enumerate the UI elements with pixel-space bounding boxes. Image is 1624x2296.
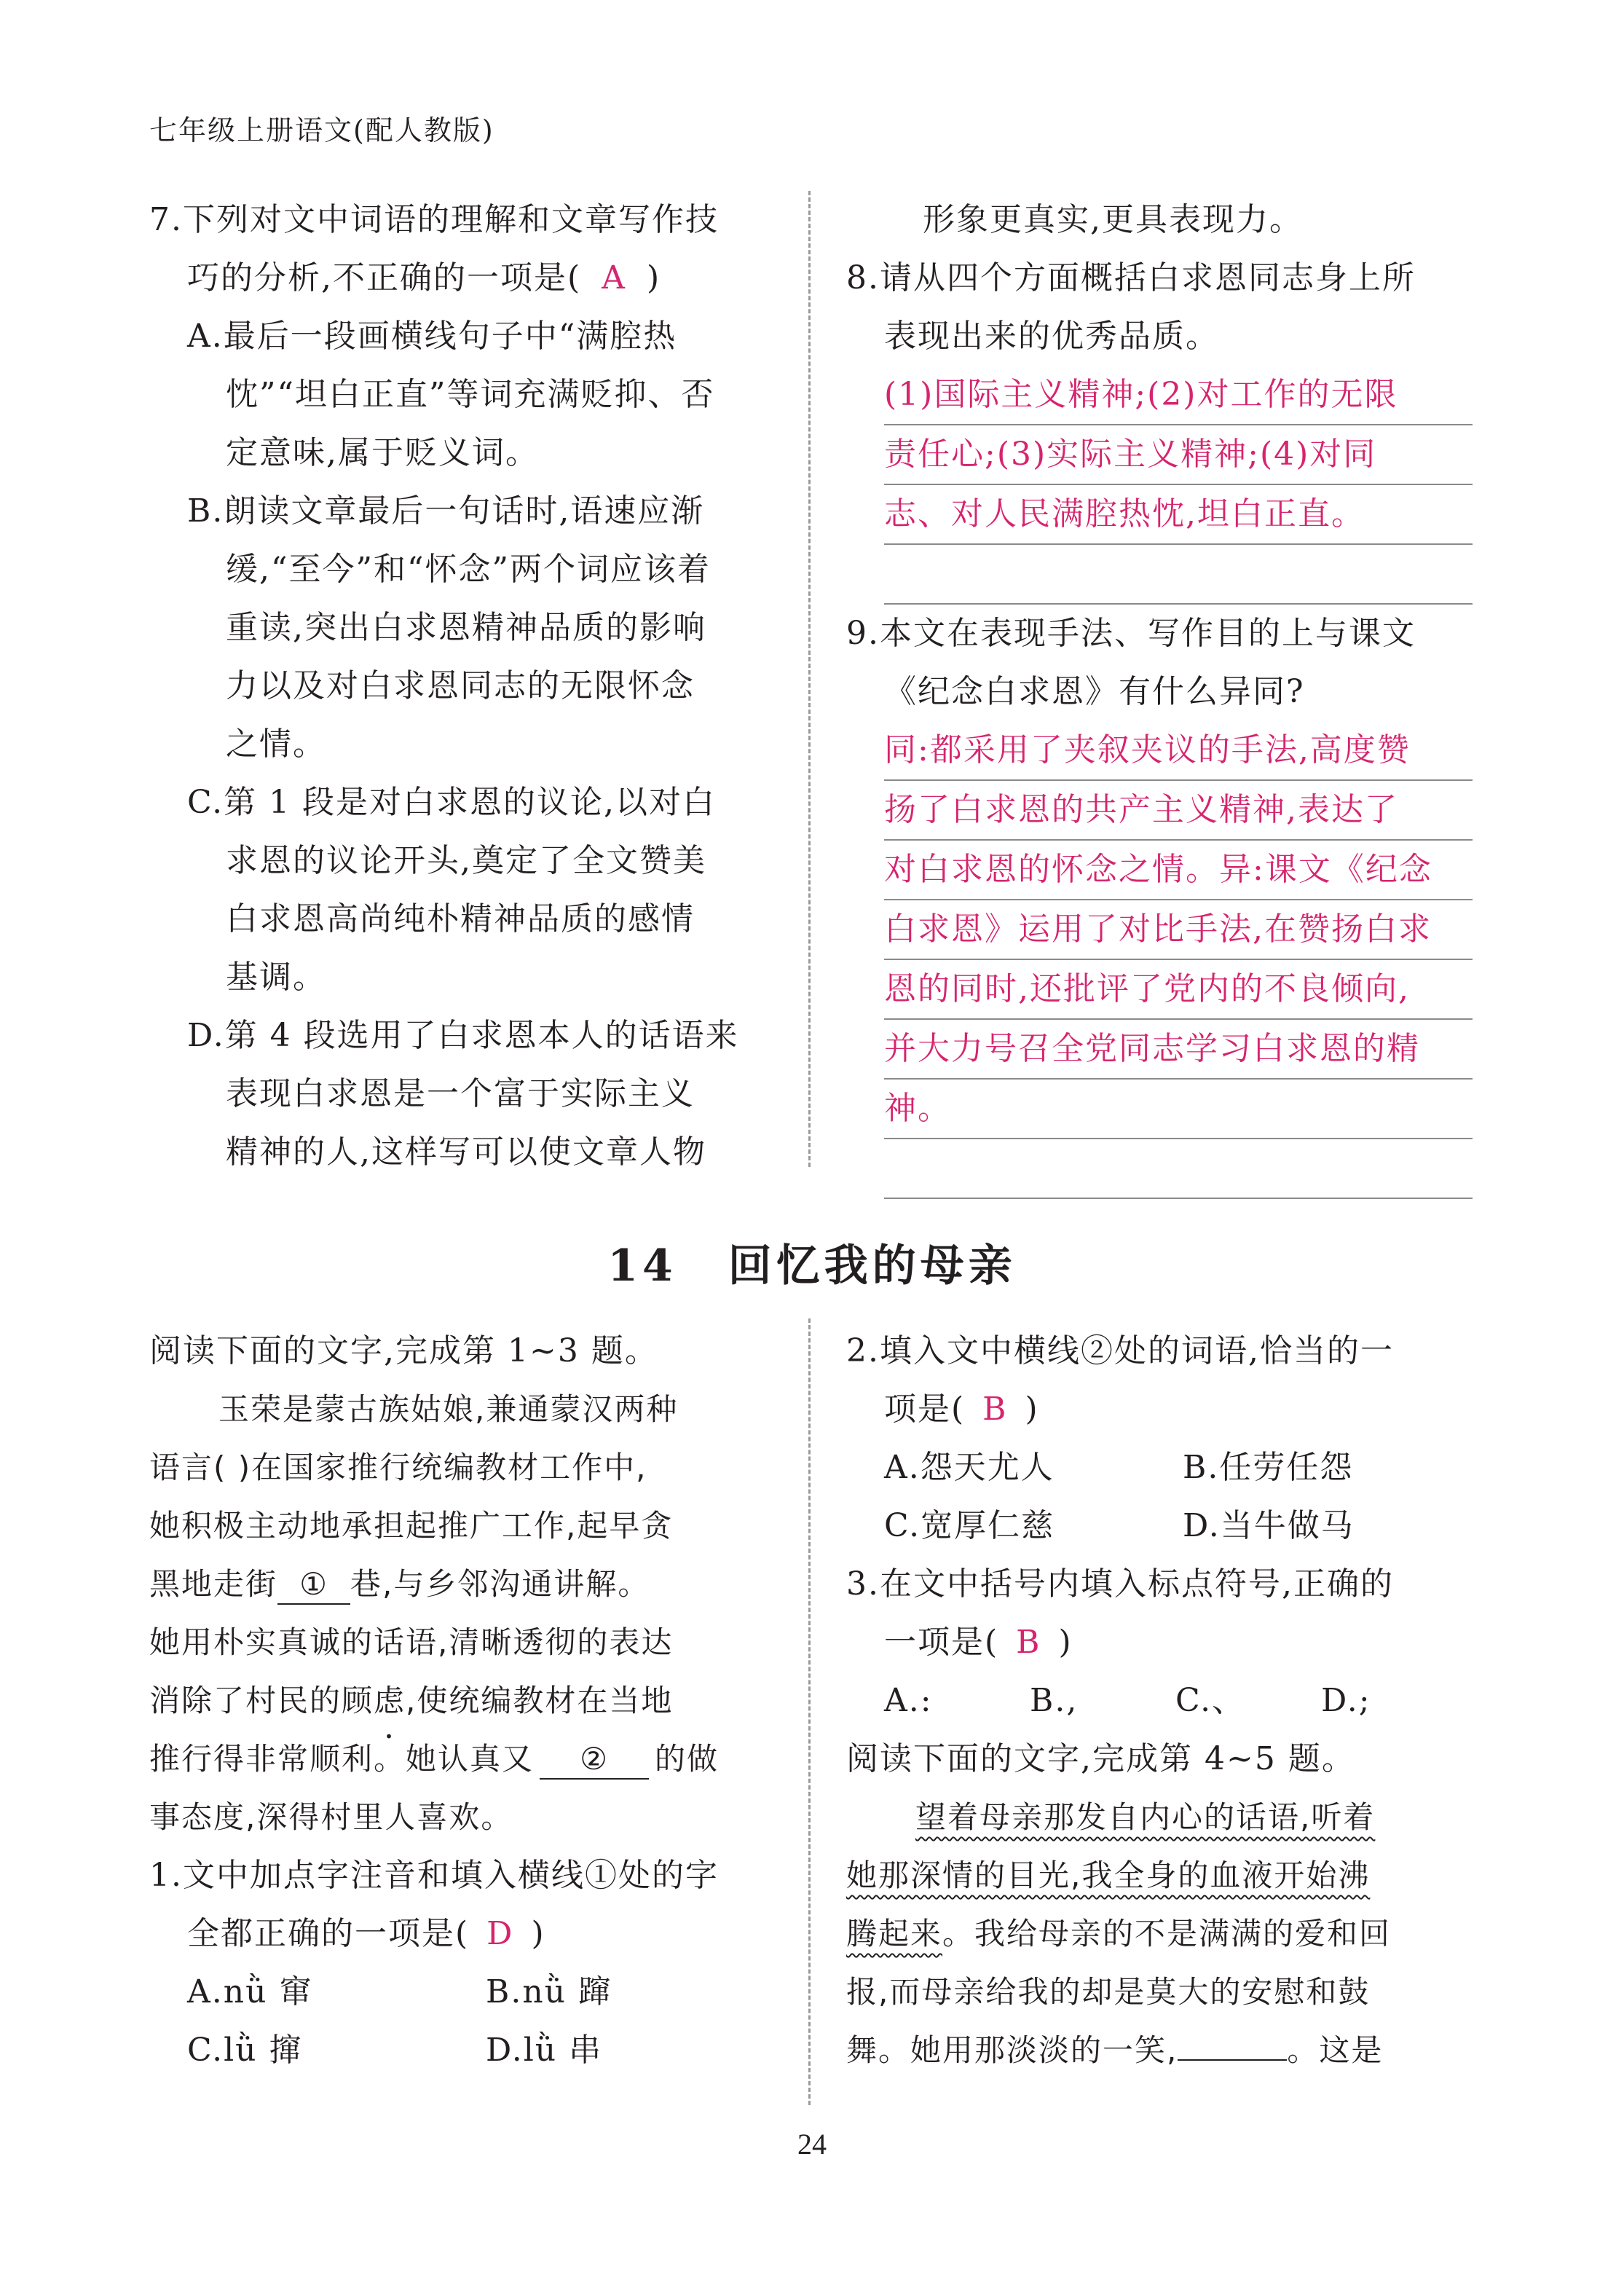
reading-passage-2: 望着母亲那发自内心的话语,听着 她那深情的目光,我全身的血液开始沸 腾起来。我给母亲的不是满满的爱和回 报,而母亲给我的却是莫大的安慰和鼓 舞。她用那淡淡的一笑, 。这是	[846, 1799, 1392, 2068]
q7-option-c: C.第 1 段是对白求恩的议论,以对白 求恩的议论开头,奠定了全文赞美 白求恩高尚纯朴精神品质的感情 基调。	[187, 784, 717, 996]
q8-stem-line2: 表现出来的优秀品质。	[884, 318, 1219, 355]
q8-answer: (1)国际主义精神;(2)对工作的无限 责任心;(3)实际主义精神;(4)对同 志、对人民满腔热忱,坦白正直。	[846, 366, 1473, 605]
q9-stem-line2: 《纪念白求恩》有什么异同?	[884, 673, 1305, 710]
q2-stem-line2: 项是( B )	[884, 1391, 1039, 1428]
blank-1: ①	[277, 1565, 350, 1605]
column-divider-bottom	[808, 1318, 811, 2105]
q2-stem: 2.填入文中横线②处的词语,恰当的一	[846, 1332, 1394, 1369]
q2-answer: B	[982, 1391, 1008, 1428]
answer-blank-line	[884, 545, 1473, 605]
q1-answer: D	[486, 1915, 514, 1952]
right-top-column	[846, 191, 1473, 1199]
q7-option-d: D.第 4 段选用了白求恩本人的话语来 表现白求恩是一个富于实际主义 精神的人,这样写可以使文章人物	[187, 1017, 739, 1171]
page-number: 24	[797, 2128, 827, 2161]
q8-stem: 8.请从四个方面概括白求恩同志身上所	[846, 259, 1416, 296]
q7-option-d-continued: 形象更真实,更具表现力。	[923, 201, 1303, 238]
q7-stem: 7.下列对文中词语的理解和文章写作技	[149, 201, 719, 238]
reading-passage-1: 玉荣是蒙古族姑娘,兼通蒙汉两种 语言( )在国家推行统编教材工作中, 她积极主动地承担起推广工作,起早贪 黑地走街 ① 巷,与乡邻沟通讲解。 她用朴实真诚的话语,清晰透彻的表达 消除了村民的顾虑,使统编教材在当地 推行得非常顺利。她认真又 ② 的做 事态度,深得村里人喜欢。	[149, 1391, 720, 1835]
left-bottom-column	[149, 1322, 776, 2080]
q2-options-row-2: C.宽厚仁慈 D.当牛做马	[884, 1507, 1355, 1544]
lesson-name: 回忆我的母亲	[728, 1241, 1017, 1292]
q1-options-row-2: C.lǜ 撺 D.lǜ 串	[187, 2032, 603, 2069]
blank-3	[1178, 2059, 1287, 2061]
q7-option-b: B.朗读文章最后一句话时,语速应渐 缓,“至今”和“怀念”两个词应该着 重读,突出白求恩精神品质的影响 力以及对白求恩同志的无限怀念 之情。	[187, 492, 711, 763]
q1-stem-line2: 全都正确的一项是( D )	[187, 1915, 545, 1952]
right-bottom-column	[846, 1322, 1473, 2080]
q3-options: A.: B., C.、 D.;	[884, 1682, 1371, 1719]
answer-blank-line	[884, 1139, 1473, 1199]
q3-answer: B	[1016, 1624, 1041, 1661]
reading-intro-4-5: 阅读下面的文字,完成第 4~5 题。	[846, 1740, 1355, 1777]
dotted-character: 虑	[374, 1683, 406, 1718]
q7-stem-line2: 巧的分析,不正确的一项是( A )	[187, 259, 661, 296]
q3-stem-line2: 一项是( B )	[884, 1624, 1073, 1661]
running-header: 七年级上册语文(配人教版)	[149, 114, 494, 146]
q1-options-row-1: A.nǜ 窜 B.nǜ 蹿	[187, 1973, 612, 2010]
reading-intro-1-3: 阅读下面的文字,完成第 1~3 题。	[149, 1332, 658, 1369]
q3-stem: 3.在文中括号内填入标点符号,正确的	[846, 1565, 1394, 1603]
q9-stem: 9.本文在表现手法、写作目的上与课文	[846, 615, 1416, 652]
left-top-column	[149, 191, 776, 1182]
q7-answer: A	[602, 259, 626, 296]
q1-stem: 1.文中加点字注音和填入横线①处的字	[149, 1857, 719, 1894]
blank-2: ②	[540, 1740, 649, 1780]
column-divider-top	[808, 191, 811, 1167]
q7-option-a: A.最后一段画横线句子中“满腔热 忱”“坦白正直”等词充满贬抑、否 定意味,属于贬义词。	[187, 318, 715, 471]
q2-options-row-1: A.怨天尤人 B.任劳任怨	[884, 1449, 1354, 1486]
q9-answer: 同:都采用了夹叙夹议的手法,高度赞 扬了白求恩的共产主义精神,表达了 对白求恩的怀念之情。异:课文《纪念 白求恩》运用了对比手法,在赞扬白求 恩的同时,还批评了党内的不良倾向, 并大力号召全党同志学习白求恩的精 神。	[846, 721, 1473, 1199]
lesson-title	[0, 1231, 1624, 1294]
lesson-number: 14	[607, 1241, 677, 1292]
